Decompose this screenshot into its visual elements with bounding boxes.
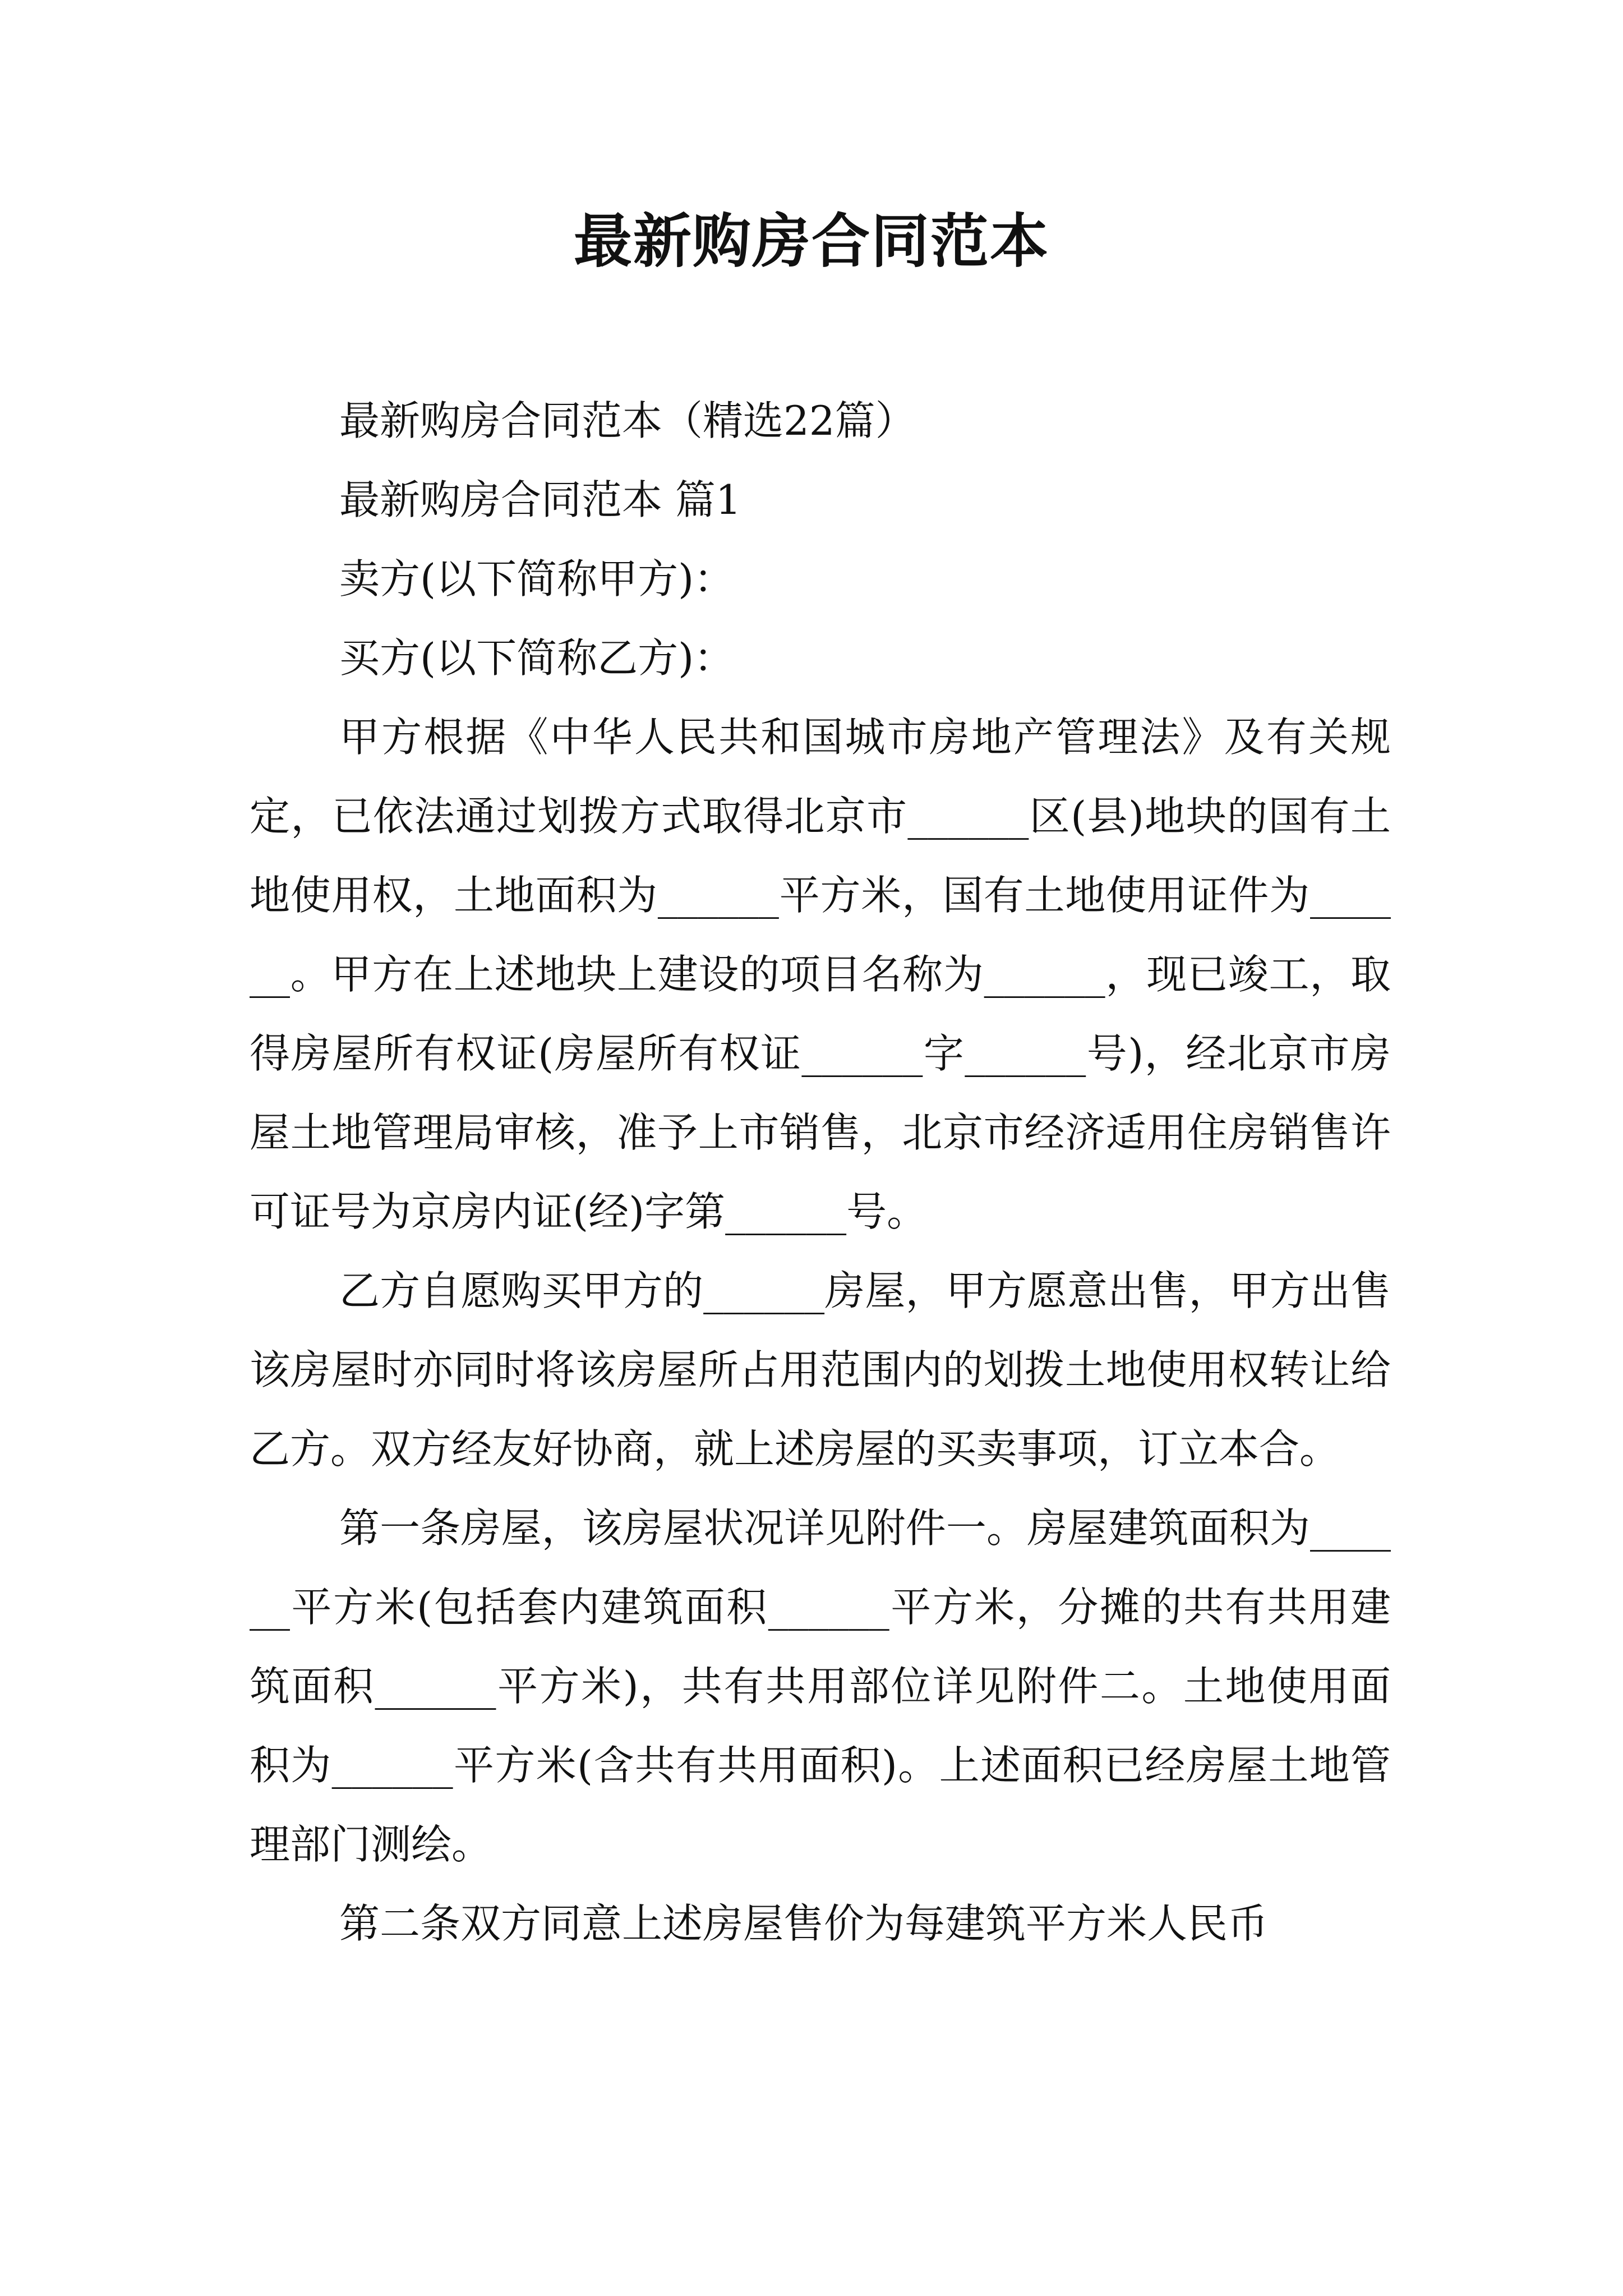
paragraph-seller: 卖方(以下简称甲方)：	[339, 555, 735, 602]
paragraph-purchase-intent: 乙方自愿购买甲方的______房屋，甲方愿意出售，甲方出售该房屋时亦同时将该房屋所占用范围内的划拨土地使用权转让给乙方。双方经友好协商，就上述房屋的买卖事项，订立本合。	[250, 1267, 1391, 1473]
paragraph-article-1: 第一条房屋，该房屋状况详见附件一。房屋建筑面积为______平方米(包括套内建筑面积______平方米，分摊的共有共用建筑面积______平方米)，共有共用部位详见附件二。土地使用面积为______平方米(含共有共用面积)。上述面积已经房屋土地管理部门测绘。	[250, 1504, 1391, 1868]
document-body	[250, 381, 1391, 1963]
document-title: 最新购房合同范本	[573, 206, 1049, 275]
paragraph-subtitle: 最新购房合同范本（精选22篇）	[339, 397, 916, 444]
paragraph-buyer: 买方(以下简称乙方)：	[339, 634, 735, 682]
paragraph-article-2: 第二条双方同意上述房屋售价为每建筑平方米人民币	[339, 1900, 1269, 1947]
paragraph-section-heading: 最新购房合同范本 篇1	[339, 476, 741, 523]
paragraph-land-rights: 甲方根据《中华人民共和国城市房地产管理法》及有关规定，已依法通过划拨方式取得北京市______区(县)地块的国有土地使用权，土地面积为______平方米，国有土地使用证件为______。甲方在上述地块上建设的项目名称为______，现已竣工，取得房屋所有权证(房屋所有权证______字______号)，经北京市房屋土地管理局审核，准予上市销售，北京市经济适用住房销售许可证号为京房内证(经)字第______号。	[250, 714, 1391, 1235]
